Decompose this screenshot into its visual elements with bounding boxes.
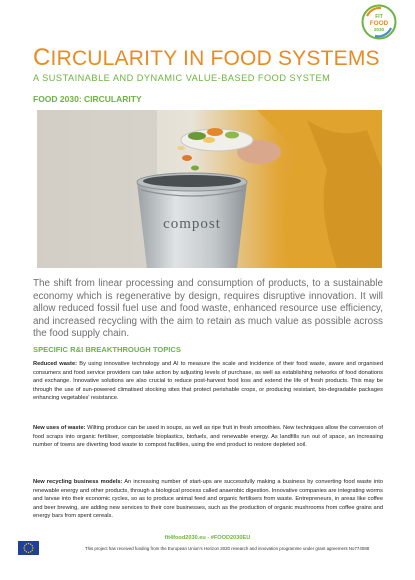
topic-reduced-waste [33, 360, 383, 403]
topics-heading: SPECIFIC R&I BREAKTHROUGH TOPICS [33, 345, 181, 354]
footer-website-link[interactable]: fit4food2030.eu - #FOOD2030EU [164, 535, 251, 541]
topic-body: Wilting produce can be used in soups, as well as ripe fruit in fresh smoothies. New techniques allow the conversion of food scraps into organic fertiliser, compostable bioplastics, biofuels, and renewable energy. As landfills run out of space, an increasing number of towns are diverting food waste to compost facilities, using the end product to restore depleted soil. [33, 425, 383, 448]
svg-text:FIT: FIT [375, 14, 383, 20]
page-title: CIRCULARITY IN FOOD SYSTEMS [33, 44, 380, 71]
section-label: FOOD 2030: CIRCULARITY [33, 94, 142, 104]
topic-lead: New recycling business models: [33, 479, 123, 485]
topic-body: By using innovative technology and AI to measure the scale and incidence of their food waste, aware and organised consumers and food service providers can take action by adjusting levels of purchase, as well as establishing networks of food donations and exchange. Innovative solutions are also crucial to reduce post-harvest food loss and extend the life of fresh products. This may be through the use of sun-powered climatised stocking sites that protect perishable crops, or producing resistant, bio-degradable packages enhancing vegetables' resistance. [33, 361, 383, 401]
topic-new-recycling-business-models [33, 478, 383, 521]
topic-body: An increasing number of start-ups are successfully making a business by converting food waste into renewable energy and other products, through a biological process called anaerobic digestion. Innovative companies are integrating worms and larvae into their economic cycles, so as to produce animal feed and organic fertilisers from waste. Entrepreneurs, in areas like coffee and beer brewing, are adding new services to their core businesses, such as the production of organic mushrooms from coffee grains and energy bars from spent cereals. [33, 479, 384, 519]
eu-flag-icon [18, 541, 39, 555]
topic-new-uses-of-waste [33, 424, 383, 450]
topic-lead: New uses of waste: [33, 425, 86, 431]
svg-text:FOOD: FOOD [369, 20, 389, 27]
topic-lead: Reduced waste: [33, 361, 77, 367]
svg-text:2030: 2030 [373, 27, 385, 32]
subtitle: A SUSTAINABLE AND DYNAMIC VALUE-BASED FOOD SYSTEM [33, 73, 331, 83]
compost-bin-photo [37, 110, 382, 268]
funding-statement: This project has received funding from the European Union's Horizon 2020 research and innovation programme under grant agreement No774088 [84, 546, 370, 551]
intro-paragraph: The shift from linear processing and consumption of products, to a sustainable economy which is regenerative by design, requires disruptive innovation. It will allow reduced fossil fuel use and food waste, enhanced resource use efficiency, and increased recycling with the aim to retain as much value as possible across the food supply chain. [33, 278, 383, 340]
svg-text:compost: compost [163, 216, 221, 232]
fit4food2030-logo [361, 4, 397, 40]
